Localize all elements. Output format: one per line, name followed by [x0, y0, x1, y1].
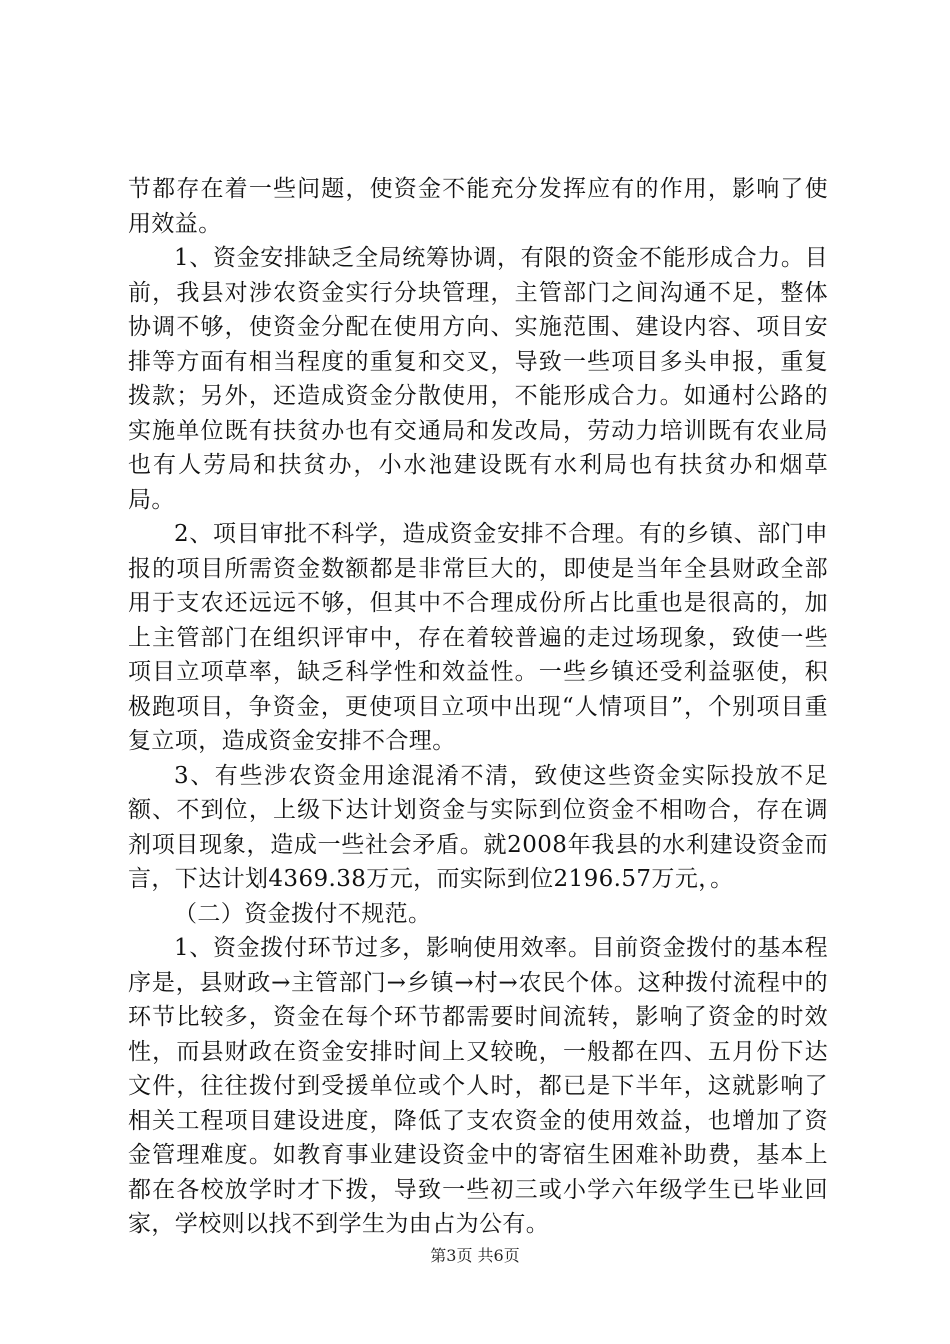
section-heading-fund-disbursement: （二）资金拨付不规范。 — [174, 900, 432, 927]
paragraph-continuation: 节都存在着一些问题，使资金不能充分发挥应有的作用，影响了使用效益。 — [128, 176, 828, 237]
paragraph-disbursement-item-1: 1、资金拨付环节过多，影响使用效率。目前资金拨付的基本程序是，县财政→主管部门→乡镇→村→农民个体。这种拨付流程中的环节比较多，资金在每个环节都需要时间流转，影响了资金的时效性，而县财政在资金安排时间上又较晚，一般都在四、五月份下达文件，往往拨付到受援单位或个人时，都已是下半年，这就影响了相关工程项目建设进度，降低了支农资金的使用效益，也增加了资金管理难度。如教育事业建设资金中的寄宿生困难补助费，基本上都在各校放学时才下拨，导致一些初三或小学六年级学生已毕业回家，学校则以找不到学生为由占为公有。 — [128, 935, 828, 1237]
page-number-footer: 第3页 共6页 — [430, 1246, 520, 1265]
paragraph-item-2: 2、项目审批不科学，造成资金安排不合理。有的乡镇、部门申报的项目所需资金数额都是非常巨大的，即使是当年全县财政全部用于支农还远远不够，但其中不合理成份所占比重也是很高的，加上主管部门在组织评审中，存在着较普遍的走过场现象，致使一些项目立项草率，缺乏科学性和效益性。一些乡镇还受利益驱使，积极跑项目，争资金，更使项目立项中出现“人情项目”，个别项目重复立项，造成资金安排不合理。 — [128, 521, 828, 754]
paragraph-item-3: 3、有些涉农资金用途混淆不清，致使这些资金实际投放不足额、不到位，上级下达计划资金与实际到位资金不相吻合，存在调剂项目现象，造成一些社会矛盾。就2008年我县的水利建设资金而言，下达计划4369.38万元，而实际到位2196.57万元，。 — [128, 762, 828, 892]
document-body — [128, 172, 828, 1242]
paragraph-item-1: 1、资金安排缺乏全局统筹协调，有限的资金不能形成合力。目前，我县对涉农资金实行分块管理，主管部门之间沟通不足，整体协调不够，使资金分配在使用方向、实施范围、建设内容、项目安排等方面有相当程度的重复和交叉，导致一些项目多头申报，重复拨款；另外，还造成资金分散使用，不能形成合力。如通村公路的实施单位既有扶贫办也有交通局和发改局，劳动力培训既有农业局也有人劳局和扶贫办，小水池建设既有水利局也有扶贫办和烟草局。 — [128, 245, 828, 513]
